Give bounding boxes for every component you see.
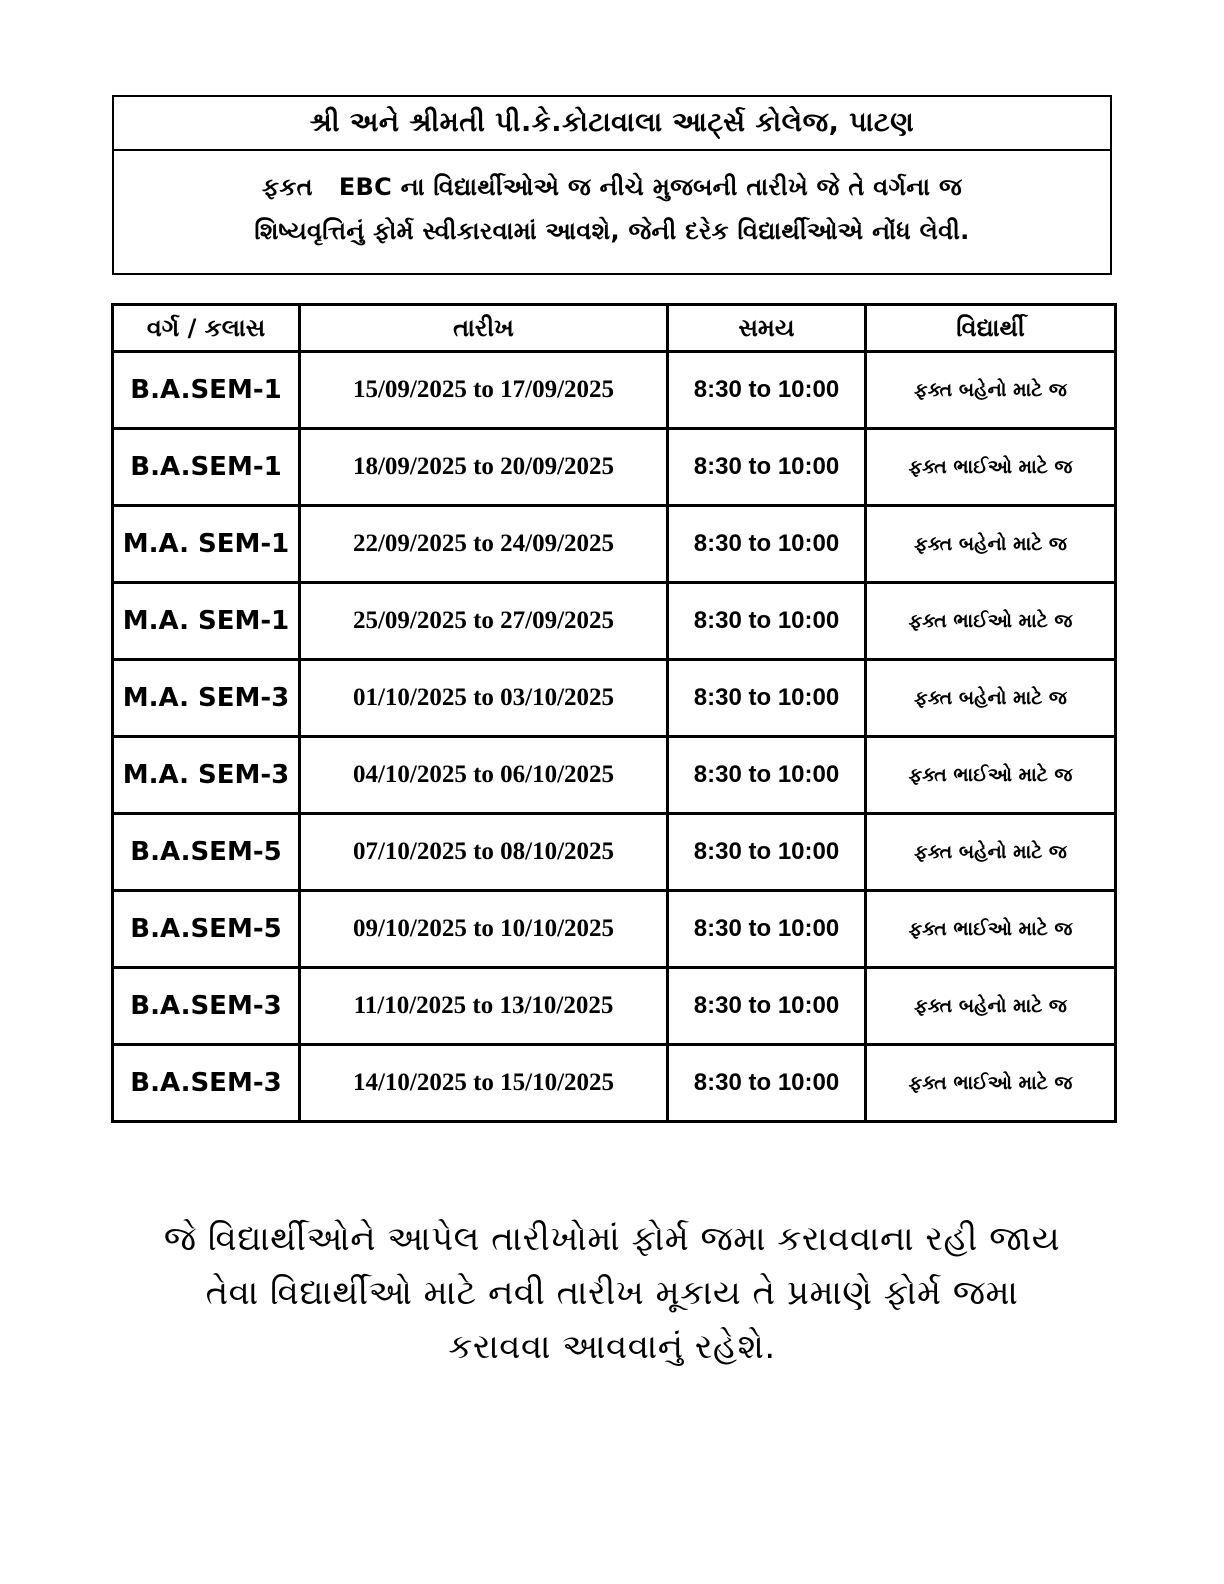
college-name: શ્રી અને શ્રીમતી પી.કે.કોટાવાલા આર્ટ્સ કોલેજ, પાટણ — [114, 97, 1110, 151]
time-cell: 8:30 to 10:00 — [668, 506, 866, 583]
schedule-table — [111, 303, 1117, 1123]
notice-text — [114, 151, 1110, 253]
date-cell: 07/10/2025 to 08/10/2025 — [300, 814, 668, 891]
column-header-students: વિદ્યાર્થી — [866, 305, 1116, 352]
footer-line-2: તેવા વિદ્યાર્થીઓ માટે નવી તારીખ મૂકાય તે પ્રમાણે ફોર્મ જમા — [205, 1273, 1019, 1313]
table-row — [113, 429, 1116, 506]
table-row — [113, 737, 1116, 814]
time-cell: 8:30 to 10:00 — [668, 660, 866, 737]
students-cell: ફક્ત બહેનો માટે જ — [866, 660, 1116, 737]
date-cell: 15/09/2025 to 17/09/2025 — [300, 352, 668, 429]
class-cell: B.A.SEM-5 — [113, 814, 300, 891]
footer-note — [112, 1212, 1112, 1374]
table-row — [113, 660, 1116, 737]
table-row — [113, 583, 1116, 660]
class-cell: B.A.SEM-1 — [113, 352, 300, 429]
footer-line-3: કરાવવા આવવાનું રહેશે. — [448, 1327, 776, 1367]
table-row — [113, 814, 1116, 891]
date-cell: 25/09/2025 to 27/09/2025 — [300, 583, 668, 660]
students-cell: ફક્ત બહેનો માટે જ — [866, 506, 1116, 583]
class-cell: M.A. SEM-1 — [113, 506, 300, 583]
time-cell: 8:30 to 10:00 — [668, 891, 866, 968]
class-cell: B.A.SEM-3 — [113, 1045, 300, 1122]
class-cell: M.A. SEM-3 — [113, 737, 300, 814]
time-cell: 8:30 to 10:00 — [668, 352, 866, 429]
time-cell: 8:30 to 10:00 — [668, 583, 866, 660]
table-row — [113, 1045, 1116, 1122]
header-box — [112, 95, 1112, 275]
notice-line-2: શિષ્યવૃત્તિનું ફોર્મ સ્વીકારવામાં આવશે, જેની દરેક વિદ્યાર્થીઓએ નોંધ લેવી. — [254, 217, 970, 245]
date-cell: 18/09/2025 to 20/09/2025 — [300, 429, 668, 506]
class-cell: M.A. SEM-3 — [113, 660, 300, 737]
date-cell: 09/10/2025 to 10/10/2025 — [300, 891, 668, 968]
students-cell: ફક્ત ભાઈઓ માટે જ — [866, 429, 1116, 506]
class-cell: B.A.SEM-3 — [113, 968, 300, 1045]
class-cell: B.A.SEM-5 — [113, 891, 300, 968]
column-header-time: સમય — [668, 305, 866, 352]
time-cell: 8:30 to 10:00 — [668, 968, 866, 1045]
table-row — [113, 968, 1116, 1045]
date-cell: 14/10/2025 to 15/10/2025 — [300, 1045, 668, 1122]
table-header-row — [113, 305, 1116, 352]
students-cell: ફક્ત બહેનો માટે જ — [866, 352, 1116, 429]
time-cell: 8:30 to 10:00 — [668, 1045, 866, 1122]
date-cell: 01/10/2025 to 03/10/2025 — [300, 660, 668, 737]
time-cell: 8:30 to 10:00 — [668, 737, 866, 814]
class-cell: M.A. SEM-1 — [113, 583, 300, 660]
date-cell: 22/09/2025 to 24/09/2025 — [300, 506, 668, 583]
date-cell: 11/10/2025 to 13/10/2025 — [300, 968, 668, 1045]
class-cell: B.A.SEM-1 — [113, 429, 300, 506]
students-cell: ફક્ત ભાઈઓ માટે જ — [866, 737, 1116, 814]
students-cell: ફક્ત ભાઈઓ માટે જ — [866, 583, 1116, 660]
table-row — [113, 891, 1116, 968]
students-cell: ફક્ત ભાઈઓ માટે જ — [866, 891, 1116, 968]
table-row — [113, 352, 1116, 429]
time-cell: 8:30 to 10:00 — [668, 429, 866, 506]
table-row — [113, 506, 1116, 583]
column-header-class: વર્ગ / કલાસ — [113, 305, 300, 352]
date-cell: 04/10/2025 to 06/10/2025 — [300, 737, 668, 814]
students-cell: ફક્ત બહેનો માટે જ — [866, 814, 1116, 891]
students-cell: ફક્ત બહેનો માટે જ — [866, 968, 1116, 1045]
notice-line-1: ફકત EBC ના વિદ્યાર્થીઓએ જ નીચે મુજબની તારીખે જે તે વર્ગના જ — [261, 173, 963, 201]
footer-line-1: જે વિદ્યાર્થીઓને આપેલ તારીખોમાં ફોર્મ જમા કરાવવાના રહી જાય — [163, 1219, 1061, 1259]
column-header-date: તારીખ — [300, 305, 668, 352]
students-cell: ફક્ત ભાઈઓ માટે જ — [866, 1045, 1116, 1122]
time-cell: 8:30 to 10:00 — [668, 814, 866, 891]
